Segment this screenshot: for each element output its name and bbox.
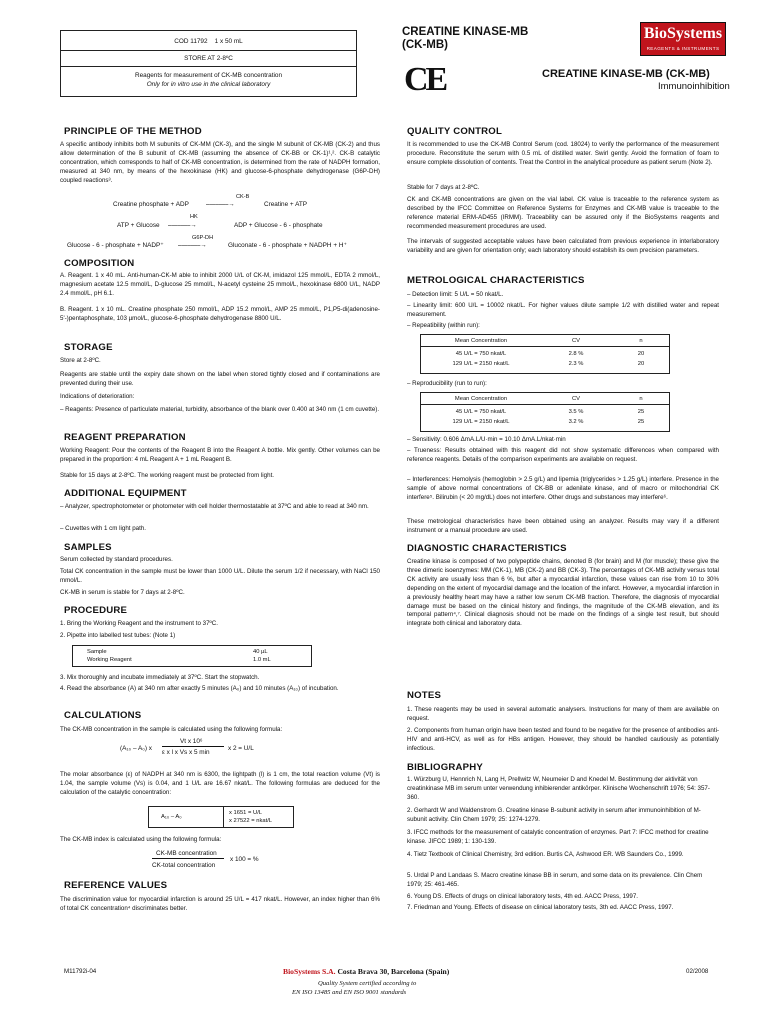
bibliography-item-2: 2. Gerhardt W and Waldenstrom G. Creatine kinase B-subunit activity in serum after immunoinhibition of M-subunit activity. Clin Chem 1979; 25: 1274-1279. [407, 807, 701, 823]
procedure-step-1: 1. Bring the Working Reagent and the instrument to 37ºC. [60, 620, 218, 627]
reaction-arrow-icon: ⎯⎯⎯⎯⎯⎯⎯→ [206, 201, 235, 208]
bibliography-heading: BIBLIOGRAPHY [407, 762, 483, 773]
document-title [402, 26, 528, 52]
index-numerator: CK-MB concentration [156, 850, 217, 857]
logo-subtext: REAGENTS & INSTRUMENTS [646, 46, 720, 51]
reaction-1-enzyme: CK-B [236, 194, 250, 200]
procedure-step-3: 3. Mix thoroughly and incubate immediately at 37ºC. Start the stopwatch. [60, 674, 260, 681]
composition-a: A. Reagent. 1 x 40 mL. Anti-human-CK-M able to inhibit 2000 U/L of CK-M, imidazol 125 mmol/L, EDTA 2 mmol/L, magnesium acetate 12.5 mmol/L, D-glucose 25 mmol/L, N-acetyl cysteine 25 mmol/L, hexokinase 6800 U/L, NADP 2.4 mmol/L, pH 6.1. [60, 272, 380, 297]
repeatability-table [420, 334, 670, 374]
fraction-line [152, 858, 224, 859]
company-address [283, 967, 449, 977]
bibliography-item-5: 5. Urdal P and Landaas S. Macro creatine kinase BB in serum, and some data on its prevalence. Clin Chem 1979; 25: 461-465. [407, 872, 703, 888]
reference-heading: REFERENCE VALUES [64, 880, 168, 891]
reaction-3-left: Glucose - 6 - phosphate + NADP⁺ [67, 242, 164, 249]
index-right: x 100 = % [230, 856, 259, 863]
table-cell: A₁₀ – A₀ [161, 814, 182, 820]
metrological-item-1: – Detection limit: 5 U/L = 50 nkat/L. [407, 291, 504, 298]
bibliography-item-4: 4. Tietz Textbook of Clinical Chemistry, 3rd edition. Burtis CA, Ashwood ER. WB Saunders Co., 1999. [407, 851, 684, 858]
bibliography-item-1: 1. Würzburg U, Hennrich N, Lang H, Prellwitz W, Neumeier D and Knedel M. Bestimmung der aktivität von creatinkinase MB im serum unter verwendung inhibierender antikörper. Klinische Wochenschrift 1976; 54: 357-360. [407, 776, 710, 801]
principle-text: A specific antibody inhibits both M subunits of CK-MM (CK-3), and the single M subunit of CK-MB (CK-2) and thus allow determination of the B subunit of CK-MB (assuming the absence of CK-BB or CK-1)¹,². CK-B catalytic concentration, which corresponds to half of CK-MB concentration, is determined from the rate of NADPH formation, measured at 340 nm, by means of the hexokinase (HK) and glucose-6-phosphate dehydrogenase (G6P-DH) coupled reactions³. [60, 141, 380, 184]
table-cell: x 27522 = nkat/L [229, 818, 273, 824]
calculation-table [148, 806, 294, 828]
reaction-3-right: Gluconate - 6 - phosphate + NADPH + H⁺ [228, 242, 347, 249]
storage-text-1: Store at 2-8ºC. [60, 357, 101, 364]
quality-statement-1: Quality System certified according to [318, 980, 417, 987]
reproducibility-table [420, 392, 670, 432]
quality-statement-2: EN ISO 13485 and EN ISO 9001 standards [292, 989, 407, 996]
composition-b: B. Reagent. 1 x 10 mL. Creatine phosphate 250 mmol/L, ADP 15.2 mmol/L, AMP 25 mmol/L, P1,P5-di(adenosine-5'-)pentaphosphate, 103 µmol/L, glucose-6-phosphate dehydrogenase 8800 U/L. [60, 306, 380, 322]
bibliography-item-6: 6. Young DS. Effects of drugs on clinical laboratory tests, 4th ed. AACC Press, 1997. [407, 893, 639, 900]
table-cell: Working Reagent [87, 657, 132, 663]
metrological-item-6: – Trueness: Results obtained with this reagent did not show systematic differences when compared with reference reagents. Details of the comparison experiments are available on request. [407, 447, 719, 463]
samples-text-3: CK-MB in serum is stable for 7 days at 2-8ºC. [60, 589, 185, 596]
bibliography-item-3: 3. IFCC methods for the measurement of catalytic concentration of enzymes. Part 7: IFCC method for creatine kinase. JIFCC 1989; 1: 130-139. [407, 829, 709, 845]
procedure-heading: PROCEDURE [64, 605, 128, 616]
table-header: CV [571, 338, 581, 344]
storage-text-4: – Reagents: Presence of particulate material, turbidity, absorbance of the blank over 0.400 at 340 nm (1 cm cuvette). [60, 406, 380, 413]
formula-left: (A₁₀ – A₀) x [120, 745, 152, 752]
product-subtitle: CREATINE KINASE-MB (CK-MB) [542, 68, 710, 80]
samples-heading: SAMPLES [64, 542, 112, 553]
index-denominator: CK-total concentration [152, 862, 216, 869]
preparation-text-2: Stable for 15 days at 2-8ºC. The working reagent must be protected from light. [60, 472, 275, 479]
fraction-line [162, 746, 224, 747]
table-cell: Sample [87, 649, 107, 655]
calculations-heading: CALCULATIONS [64, 710, 142, 721]
reaction-arrow-icon: ⎯⎯⎯⎯⎯⎯⎯→ [178, 242, 207, 249]
metrological-item-7: – Interferences: Hemolysis (hemoglobin > 2.5 g/L) and lipemia (triglycerides > 1.25 g/L) interfere. Presence in the sample of above normal concentrations of CK-BB or adenilate kinase, and of macro or mitochondrial CK interfere⁵. Bilirubin (< 20 mg/dL) does not interfere. Other drugs and substances may interfere⁶. [407, 476, 719, 501]
table-cell: 20 [637, 351, 645, 357]
title-line-1: CREATINE KINASE-MB [402, 26, 529, 38]
table-divider [421, 404, 669, 405]
formula-right: x 2 = U/L [228, 745, 254, 752]
ce-mark-icon: CE [404, 61, 446, 98]
samples-text-1: Serum collected by standard procedures. [60, 556, 173, 563]
equipment-text-1: – Analyzer, spectrophotometer or photometer with cell holder thermostatable at 37ºC and able to read at 340 nm. [60, 503, 369, 510]
reaction-2-right: ADP + Glucose - 6 - phosphate [234, 222, 323, 229]
principle-heading: PRINCIPLE OF THE METHOD [64, 126, 202, 137]
address-text: Costa Brava 30, Barcelona (Spain) [337, 967, 450, 976]
procedure-step-4: 4. Read the absorbance (A) at 340 nm after exactly 5 minutes (A₀) and 10 minutes (A₁₀) of incubation. [60, 685, 339, 692]
metrological-item-5: – Sensitivity: 0.606 ΔmA.L/U·min = 10.10 ΔmA.L/nkat·min [407, 436, 566, 443]
reaction-1-right: Creatine + ATP [264, 201, 308, 208]
table-header: n [639, 338, 643, 344]
procedure-step-2: 2. Pipette into labelled test tubes: (Note 1) [60, 632, 176, 639]
divider [61, 50, 356, 51]
table-cell: 25 [637, 409, 645, 415]
table-cell: 3.5 % [568, 409, 584, 415]
product-code-row [61, 38, 356, 46]
calculations-text-2: The molar absorbance (ε) of NADPH at 340 nm is 6300, the lightpath (l) is 1 cm, the total reaction volume (Vt) is 1.04, the sample volume (Vs) is 0.04, and 1 U/L are 16.67 nkat/L. The following formulas are deduced for the calculation of the catalytic concentration: [60, 771, 380, 796]
composition-heading: COMPOSITION [64, 258, 135, 269]
preparation-text-1: Working Reagent: Pour the contents of the Reagent B into the Reagent A bottle. Mix gently. Other volumes can be prepared in the proportion: 4 mL Reagent A + 1 mL Reagent B. [60, 447, 380, 463]
metrological-item-8: These metrological characteristics have been obtained using an analyzer. Results may vary if a different instrument or a manual procedure are used. [407, 518, 719, 534]
document-date: 02/2008 [686, 968, 709, 975]
biosystems-logo [640, 22, 726, 56]
title-line-2: (CK-MB) [402, 38, 448, 51]
table-cell: 25 [637, 419, 645, 425]
table-cell: 40 µL [253, 649, 268, 655]
purpose-line-1: Reagents for measurement of CK-MB concentration [134, 72, 283, 79]
quality-control-text-2: Stable for 7 days at 2-8ºC. [407, 184, 480, 191]
preparation-heading: REAGENT PREPARATION [64, 432, 186, 443]
reaction-1-left: Creatine phosphate + ADP [113, 201, 189, 208]
table-header: Mean Concentration [454, 396, 508, 402]
storage-label: STORE AT 2-8ºC [184, 55, 233, 62]
samples-text-2: Total CK concentration in the sample must be lower than 1000 U/L. Dilute the serum 1/2 if necessary, with NaCl 150 mmol/L. [60, 568, 380, 584]
formula-denominator: ε x l x Vs x 5 min [162, 749, 210, 756]
metrological-item-2: – Linearity limit: 600 U/L = 10002 nkat/L. For higher values dilute sample 1/2 with distilled water and repeat measurement. [407, 302, 719, 318]
reference-text: The discrimination value for myocardial infarction is around 25 U/L = 417 nkat/L. However, an index higher than 6% of total CK concentration⁴ discriminates better. [60, 896, 380, 912]
table-header: CV [571, 396, 581, 402]
product-size: 1 x 50 mL [214, 38, 243, 45]
storage-heading: STORAGE [64, 342, 113, 353]
calculations-text-1: The CK-MB concentration in the sample is calculated using the following formula: [60, 726, 283, 733]
purpose-line-2: Only for in vitro use in the clinical laboratory [146, 81, 271, 88]
logo-text: BioSystems [643, 25, 723, 42]
metrological-item-4: – Reproducibility (run to run): [407, 380, 487, 387]
storage-text-3: Indications of deterioration: [60, 393, 135, 400]
table-cell: 2.3 % [568, 361, 584, 367]
bibliography-item-7: 7. Friedman and Young. Effects of disease on clinical laboratory tests, 3th ed. AACC Press, 1997. [407, 904, 674, 911]
company-name: BioSystems S.A. [283, 967, 336, 976]
reaction-2-enzyme: HK [190, 214, 198, 220]
reaction-3-enzyme: G6P-DH [192, 235, 214, 241]
table-cell: 129 U/L = 2150 nkat/L [452, 419, 510, 425]
reaction-2-left: ATP + Glucose [117, 222, 160, 229]
equipment-heading: ADDITIONAL EQUIPMENT [64, 488, 187, 499]
quality-control-text-4: The intervals of suggested acceptable values have been calculated from previous experience in interlaboratory variability and are given for orientation only; each laboratory should establish its own precision parameters. [407, 238, 719, 254]
quality-control-text-3: CK and CK-MB concentrations are given on the vial label. CK value is traceable to the reference system as described by the IFCC Committee on Reference Systems for Enzymes and CK-MB value is traceable to the reference material ERM-AD455 (IRMM). Traceability can be assured only if the BioSystems reagents and recommended measurement procedures are used. [407, 196, 719, 230]
table-cell: 1.0 mL [253, 657, 271, 663]
table-header: n [639, 396, 643, 402]
table-cell: 45 U/L = 750 nkat/L [455, 351, 507, 357]
pipetting-table [72, 645, 312, 667]
table-cell: 129 U/L = 2150 nkat/L [452, 361, 510, 367]
product-info-box [60, 30, 357, 97]
metrological-item-3: – Repeatibility (within run): [407, 322, 480, 329]
product-code: COD 11792 [174, 38, 208, 45]
table-cell: 3.2 % [568, 419, 584, 425]
table-cell: x 1651 = U/L [229, 810, 263, 816]
table-cell: 45 U/L = 750 nkat/L [455, 409, 507, 415]
note-1: 1. These reagents may be used in several automatic analysers. Instructions for many of them are available on request. [407, 706, 719, 722]
equipment-text-2: – Cuvettes with 1 cm light path. [60, 525, 146, 532]
formula-numerator: Vt x 10⁶ [180, 738, 203, 745]
calculations-text-3: The CK-MB index is calculated using the following formula: [60, 836, 222, 843]
table-cell: 2.8 % [568, 351, 584, 357]
table-divider [223, 807, 224, 827]
diagnostic-heading: DIAGNOSTIC CHARACTERISTICS [407, 543, 567, 554]
table-cell: 20 [637, 361, 645, 367]
method-name: Immunoinhibition [658, 81, 730, 92]
reaction-arrow-icon: ⎯⎯⎯⎯⎯⎯⎯→ [168, 222, 197, 229]
document-code: M11792i-04 [64, 968, 97, 975]
quality-control-heading: QUALITY CONTROL [407, 126, 503, 137]
table-header: Mean Concentration [454, 338, 508, 344]
metrological-heading: METROLOGICAL CHARACTERISTICS [407, 275, 585, 286]
table-divider [421, 346, 669, 347]
diagnostic-text: Creatine kinase is composed of two polypeptide chains, denoted B (for brain) and M (for muscle); these give the three dimeric isoenzymes: MM (CK-1), MB (CK-2) and BB (CK-3). The percentages of CK-MB activity versus total CK activity are usually less than 6 %, but after a myocardial infarction, these values can rise from 10 to 30% depending on the extent of myocardial damage and the location of the infarct. However, a myocardial infarction in a previously healthy heart may have a rather low serum CK-MB fraction. Therefore, the diagnosis of myocardial damage must be based on the clinical history and findings, the magnitude of the CK-MB elevation, and its temporal pattern⁴,⁷. Clinical diagnosis should not be made on the findings of a single test result, but should integrate both clinical and laboratory data. [407, 558, 719, 628]
note-2: 2. Components from human origin have been tested and found to be negative for the presence of antibodies anti-HIV and anti-HCV, as well as for HBs antigen. However, they should be handled cautiously as potentially infectious. [407, 727, 719, 752]
quality-control-text-1: It is recommended to use the CK-MB Control Serum (cod. 18024) to verify the performance of the measurement procedure. Reconstitute the serum with 0.5 mL of distilled water. Swirl gently. Avoid the formation of foam to ensure complete dissolution of contents. Treat the Control in the analytical procedure as patient serum (Note 2). [407, 141, 719, 166]
divider [61, 66, 356, 67]
notes-heading: NOTES [407, 690, 442, 701]
storage-text-2: Reagents are stable until the expiry date shown on the label when stored tightly closed and if contaminations are prevented during their use. [60, 371, 380, 387]
